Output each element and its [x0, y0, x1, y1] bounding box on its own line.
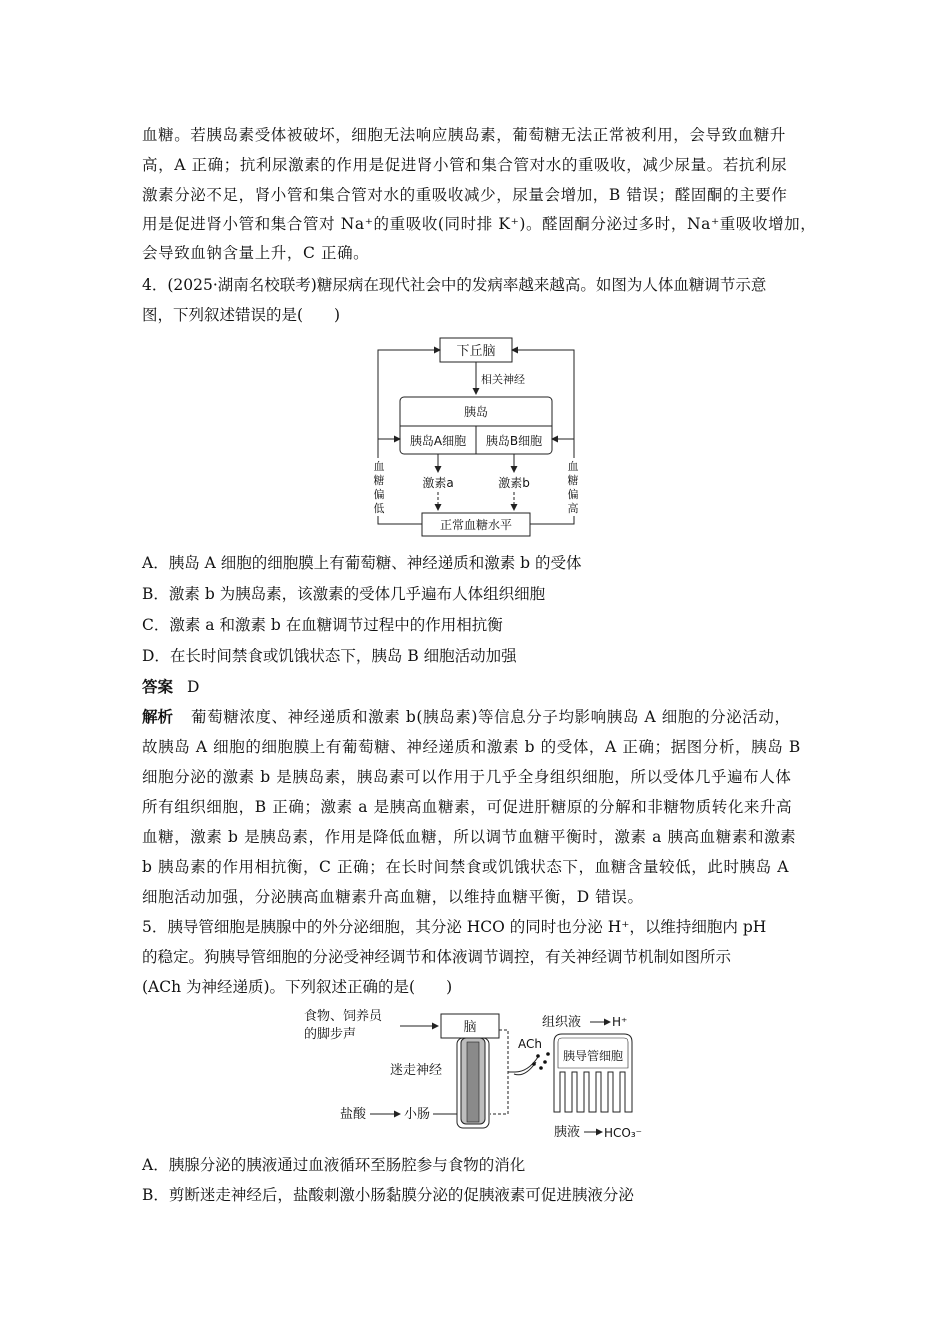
analysis-line: 细胞活动加强，分泌胰高血糖素升高血糖，以维持血糖平衡，D 错误。 [142, 888, 644, 906]
ach-label: ACh [518, 1037, 542, 1051]
analysis-line: 用是促进肾小管和集合管对 Na⁺的重吸收(同时排 K⁺)。醛固酮分泌过多时，Na⁺重吸收增加， [142, 215, 817, 233]
answer-line [142, 677, 199, 697]
h-ion-label: H⁺ [612, 1015, 628, 1029]
option-b: B．剪断迷走神经后，盐酸刺激小肠黏膜分泌的促胰液素可促进胰液分泌 [142, 1186, 634, 1204]
vagus-label: 迷走神经 [390, 1063, 443, 1078]
hypothalamus-label: 下丘脑 [456, 344, 496, 359]
analysis-line: 激素分泌不足，肾小管和集合管对水的重吸收减少，尿量会增加，B 错误；醛固酮的主要作 [142, 186, 788, 204]
glucose-low-label: 血糖偏低 [373, 460, 385, 515]
analysis-line [142, 707, 791, 727]
hormone-a-label: 激素a [422, 476, 454, 490]
duct-cell-label: 胰导管细胞 [562, 1049, 624, 1063]
cell-b-label: 胰岛B细胞 [485, 434, 543, 448]
answer-label: 答案 [142, 677, 174, 696]
hcl-label: 盐酸 [340, 1107, 367, 1122]
analysis-line: 故胰岛 A 细胞的细胞膜上有葡萄糖、神经递质和激素 b 的受体，A 正确；据图分析，胰岛 B [142, 738, 801, 756]
option-a: A．胰岛 A 细胞的细胞膜上有葡萄糖、神经递质和激素 b 的受体 [142, 554, 582, 572]
pancreatic-duct-diagram [300, 1002, 670, 1152]
answer-value: D [187, 678, 200, 696]
question-5-stem: (ACh 为神经递质)。下列叙述正确的是( ) [142, 978, 453, 996]
question-4-stem: 4．(2025·湖南名校联考)糖尿病在现代社会中的发病率越来越高。如图为人体血糖调节示意 [142, 276, 767, 294]
pancreatic-juice-label: 胰液 [554, 1125, 581, 1140]
analysis-text: 葡萄糖浓度、神经递质和激素 b(胰岛素)等信息分子均影响胰岛 A 细胞的分泌活动， [191, 708, 791, 726]
question-5-stem: 的稳定。狗胰导管细胞的分泌受神经调节和体液调节调控，有关神经调节机制如图所示 [142, 948, 732, 966]
analysis-line: 会导致血钠含量上升，C 正确。 [142, 244, 370, 262]
analysis-line: b 胰岛素的作用相抗衡，C 正确；在长时间禁食或饥饿状态下，血糖含量较低，此时胰岛 A [142, 858, 790, 876]
brain-label: 脑 [463, 1020, 477, 1035]
analysis-line: 血糖。若胰岛素受体被破坏，细胞无法响应胰岛素，葡萄糖无法正常被利用，会导致血糖升 [142, 126, 787, 144]
option-b: B．激素 b 为胰岛素，该激素的受体几乎遍布人体组织细胞 [142, 585, 546, 603]
analysis-line: 高，A 正确；抗利尿激素的作用是促进肾小管和集合管对水的重吸收，减少尿量。若抗利尿 [142, 156, 788, 174]
stimulus-label: 食物、饲养员 [304, 1009, 383, 1024]
blood-glucose-diagram [370, 336, 585, 540]
option-d: D．在长时间禁食或饥饿状态下，胰岛 B 细胞活动加强 [142, 647, 517, 665]
analysis-line: 细胞分泌的激素 b 是胰岛素，胰岛素可以作用于几乎全身组织细胞，所以受体几乎遍布人体 [142, 768, 792, 786]
tissue-fluid-label: 组织液 [542, 1015, 582, 1030]
intestine-label: 小肠 [404, 1107, 431, 1122]
normal-glucose-label: 正常血糖水平 [439, 518, 513, 532]
option-a: A．胰腺分泌的胰液通过血液循环至肠腔参与食物的消化 [142, 1156, 526, 1174]
cell-a-label: 胰岛A细胞 [409, 434, 467, 448]
analysis-label: 解析 [142, 708, 174, 726]
option-c: C．激素 a 和激素 b 在血糖调节过程中的作用相抗衡 [142, 616, 503, 634]
stimulus-label: 的脚步声 [304, 1027, 357, 1042]
islet-label: 胰岛 [463, 405, 489, 419]
question-4-stem: 图，下列叙述错误的是( ) [142, 306, 341, 324]
nerve-label: 相关神经 [481, 373, 525, 386]
analysis-line: 血糖，激素 b 是胰岛素，作用是降低血糖，所以调节血糖平衡时，激素 a 胰高血糖素和激素 [142, 828, 797, 846]
analysis-line: 所有组织细胞，B 正确；激素 a 是胰高血糖素，可促进肝糖原的分解和非糖物质转化来升高 [142, 798, 793, 816]
hormone-b-label: 激素b [498, 476, 530, 490]
glucose-high-label: 血糖偏高 [567, 460, 579, 515]
hco3-label: HCO₃⁻ [604, 1126, 642, 1140]
question-5-stem: 5．胰导管细胞是胰腺中的外分泌细胞，其分泌 HCO 的同时也分泌 H⁺，以维持细胞内 pH [142, 918, 767, 936]
